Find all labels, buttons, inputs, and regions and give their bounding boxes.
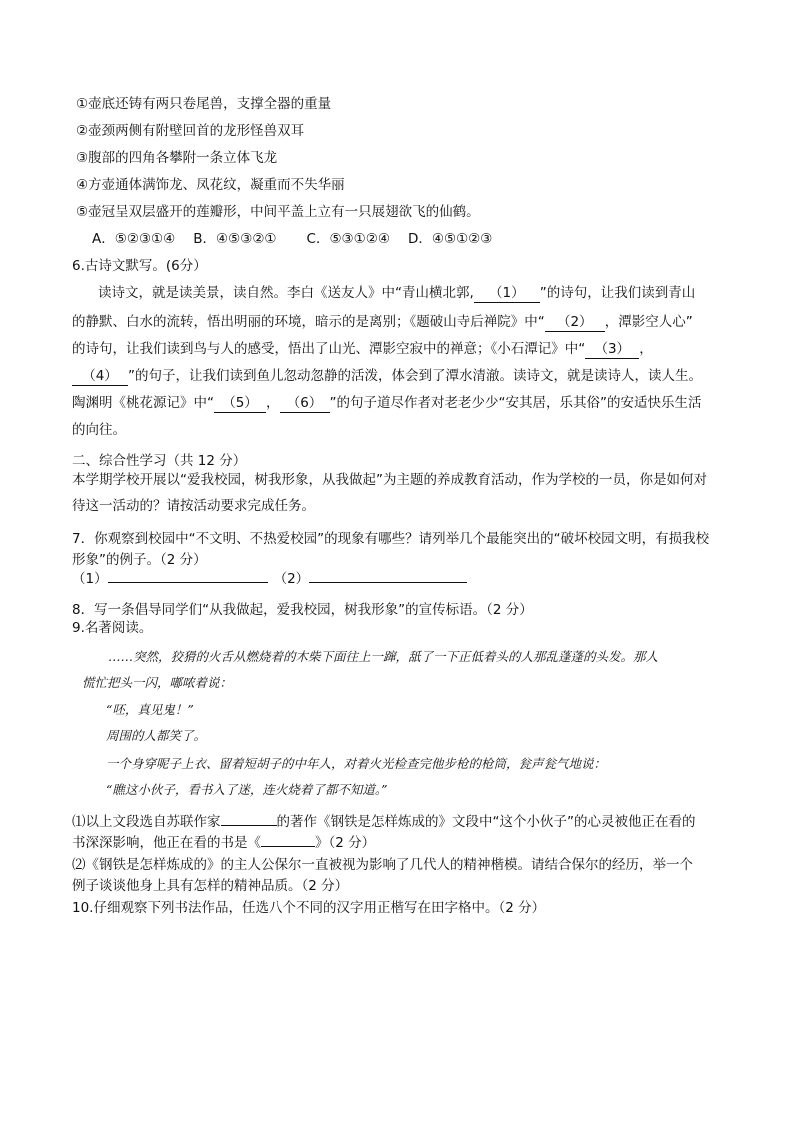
q6-line-6: 的向往。 <box>72 422 126 438</box>
passage-line: “呸，真见鬼！” <box>106 702 194 717</box>
list-item: ②壶颈两侧有附壁回首的龙形怪兽双耳 <box>76 123 305 139</box>
option-c: C．⑤③①②④ <box>306 231 390 247</box>
q9-sub-1-cont: 书深深影响，他正在看的书是《 》（2 分） <box>72 835 376 851</box>
list-item: ⑤壶冠呈双层盛开的莲瓣形，中间平盖上立有一只展翅欲飞的仙鹤。 <box>76 204 480 220</box>
q6-line-5: 陶渊明《桃花源记》中“ （5） ， （6） ”的句子道尽作者对老老少少“安其居，乐其俗”的安适快乐生活 <box>72 395 702 411</box>
q6-line-2: 的静默、白水的流转，悟出明丽的环境，暗示的是离别；《题破山寺后禅院》中“ （2） ，潭影空人心” <box>72 314 693 330</box>
q7-answer-2[interactable] <box>309 582 467 583</box>
passage-line: 一个身穿呢子上衣、留着短胡子的中年人，对着火光检查完他步枪的枪筒，瓮声瓮气地说： <box>106 756 607 771</box>
question-6-title: 6.古诗文默写。(6分） <box>72 258 207 274</box>
blank-3[interactable]: （3） <box>585 340 639 359</box>
option-b: B．④⑤③②① <box>193 231 277 247</box>
author-blank[interactable] <box>221 825 277 826</box>
q9-sub-2: 例子谈谈他身上具有怎样的精神品质。（2 分） <box>72 878 349 894</box>
q7-answer-1[interactable] <box>108 582 268 583</box>
option-d: D．④⑤①②③ <box>407 231 493 247</box>
passage-line: “瞧这小伙子，看书入了迷，连火烧着了都不知道。” <box>106 782 388 797</box>
question-9-title: 9.名著阅读。 <box>72 620 153 636</box>
blank-6[interactable]: （6） <box>280 394 330 413</box>
list-item: ③腹部的四角各攀附一条立体飞龙 <box>76 150 278 166</box>
q9-sub-2: ⑵《钢铁是怎样炼成的》的主人公保尔一直被视为影响了几代人的精神楷模。请结合保尔的经历，举一个 <box>72 857 693 873</box>
blank-1[interactable]: （1） <box>474 284 540 303</box>
section-2-heading: 二、综合性学习（共 12 分） <box>72 453 247 469</box>
passage-line: 慌忙把头一闪，嘟哝着说： <box>82 675 233 690</box>
option-a: A．⑤②③①④ <box>92 231 176 247</box>
passage-line: 周围的人都笑了。 <box>106 728 207 743</box>
book-blank[interactable] <box>261 846 315 847</box>
q6-line-3: 的诗句，让我们读到鸟与人的感受，悟出了山光、潭影空寂中的禅意；《小石潭记》中“ （3） ， <box>72 341 653 357</box>
blank-2[interactable]: （2） <box>545 313 605 332</box>
passage-line: ……突然，狡猾的火舌从燃烧着的木柴下面往上一蹿，舐了一下正低着头的人那乱蓬蓬的头发。那人 <box>108 649 659 664</box>
q6-line-1: 读诗文，就是读美景，读自然。李白《送友人》中“青山横北郭, （1） ”的诗句，让我们读到青山 <box>98 285 696 301</box>
q6-line-4: （4） ”的句子，让我们读到鱼儿忽动忽静的活泼，体会到了潭水清澈。读诗文，就是读诗人，读人生。 <box>72 367 732 386</box>
question-10: 10.仔细观察下列书法作品，任选八个不同的汉字用正楷写在田字格中。（2 分） <box>72 900 546 916</box>
blank-4[interactable]: （4） <box>72 367 128 386</box>
q7-answer-lines: （1） （2） <box>72 570 732 588</box>
blank-5[interactable]: （5） <box>214 394 266 413</box>
list-item: ④方壶通体满饰龙、凤花纹，凝重而不失华丽 <box>76 177 345 193</box>
q9-sub-1: ⑴以上文段选自苏联作家 的著作《钢铁是怎样炼成的》文段中“这个小伙子”的心灵被他正在看的 <box>72 814 696 830</box>
question-8: 8．写一条倡导同学们“从我做起，爱我校园，树我形象”的宣传标语。（2 分） <box>72 602 533 618</box>
section-2-intro: 本学期学校开展以“爱我校园，树我形象，从我做起”为主题的养成教育活动，作为学校的一员，你是如何对 <box>72 472 707 488</box>
answer-options <box>92 230 752 248</box>
question-7: 7．你观察到校园中“不文明、不热爱校园”的现象有哪些？请列举几个最能突出的“破坏校园文明，有损我校 <box>72 531 710 547</box>
list-item: ①壶底还铸有两只卷尾兽，支撑全器的重量 <box>76 96 332 112</box>
question-7: 形象”的例子。（2 分） <box>72 552 207 568</box>
section-2-intro: 待这一活动的？请按活动要求完成任务。 <box>72 498 315 514</box>
